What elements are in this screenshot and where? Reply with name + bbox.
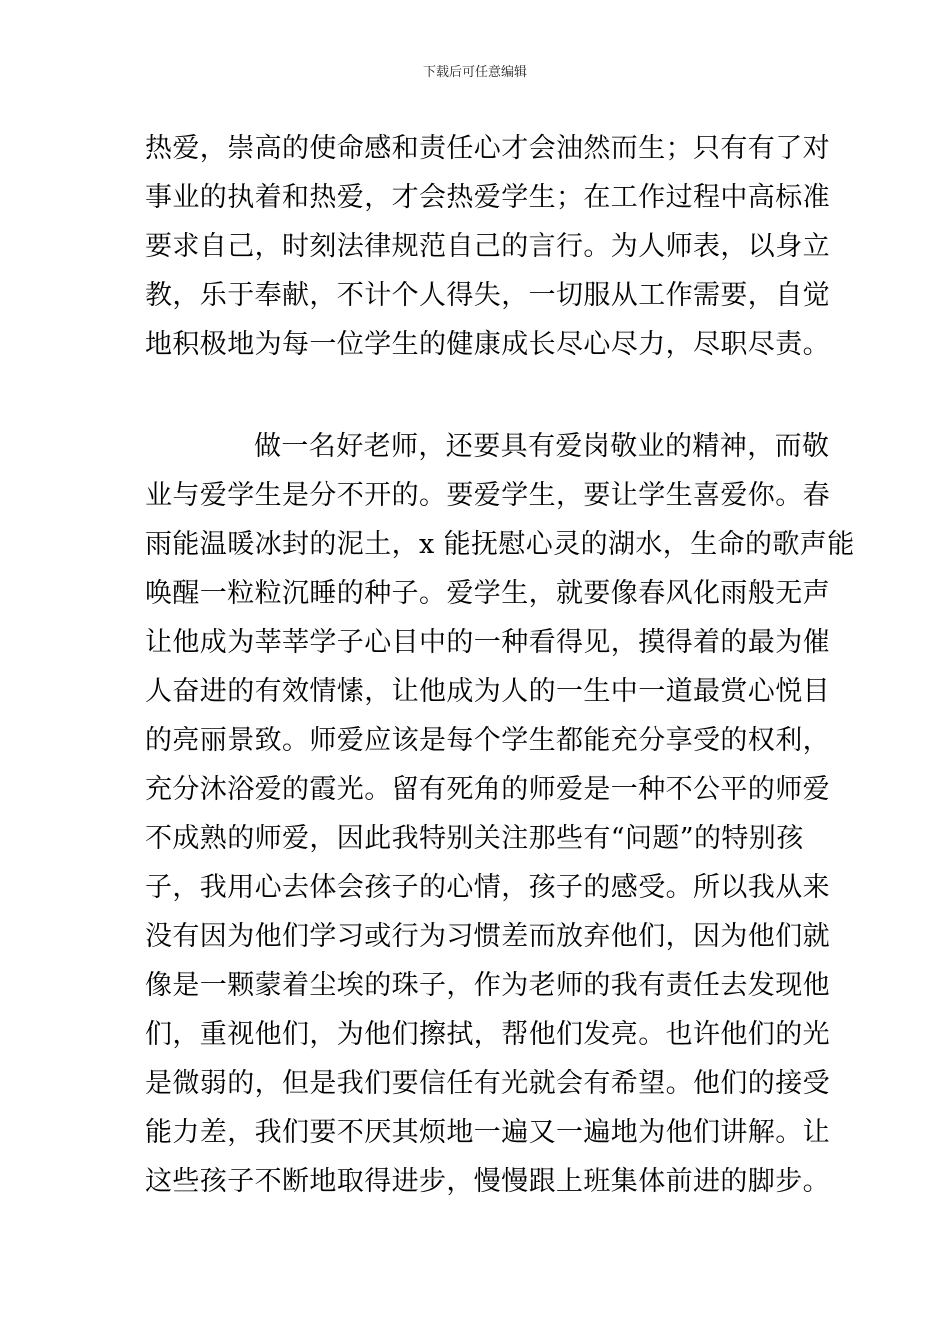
paragraph-2-line-7: 的亮丽景致。师爱应该是每个学生都能充分享受的权利，: [145, 725, 830, 756]
paragraph-1-line-1: 热爱，崇高的使命感和责任心才会油然而生；只有有了对: [145, 133, 830, 164]
paragraph-2-line-4: 唤醒一粒粒沉睡的种子。爱学生，就要像春风化雨般无声: [145, 578, 830, 609]
paragraph-2-line-10: 子，我用心去体会孩子的心情，孩子的感受。所以我从来: [145, 872, 830, 903]
paragraph-2-line-13: 们，重视他们，为他们擦拭，帮他们发亮。也许他们的光: [145, 1019, 830, 1050]
paragraph-1-line-2: 事业的执着和热爱，才会热爱学生；在工作过程中高标准: [145, 182, 830, 213]
paragraph-2-line-6: 人奋进的有效情愫，让他成为人的一生中一道最赏心悦目: [145, 676, 830, 707]
paragraph-2-line-3: 雨能温暖冰封的泥土，x 能抚慰心灵的湖水，生命的歌声能: [145, 529, 855, 560]
paragraph-2-line-11: 没有因为他们学习或行为习惯差而放弃他们，因为他们就: [145, 921, 830, 952]
paragraph-1-line-4: 教，乐于奉献，不计个人得失，一切服从工作需要，自觉: [145, 280, 830, 311]
paragraph-2-line-5: 让他成为莘莘学子心目中的一种看得见，摸得着的最为催: [145, 627, 830, 658]
paragraph-2-line-14: 是微弱的，但是我们要信任有光就会有希望。他们的接受: [145, 1068, 830, 1099]
page-header: 下载后可任意编辑: [422, 65, 527, 80]
paragraph-2-line-8: 充分沐浴爱的霞光。留有死角的师爱是一种不公平的师爱: [145, 774, 830, 805]
paragraph-1-line-5: 地积极地为每一位学生的健康成长尽心尽力，尽职尽责。: [145, 329, 830, 360]
paragraph-2-line-1: 做一名好老师，还要具有爱岗敬业的精神，而敬: [254, 431, 830, 462]
paragraph-2-line-15: 能力差，我们要不厌其烦地一遍又一遍地为他们讲解。让: [145, 1117, 830, 1148]
paragraph-1-line-3: 要求自己，时刻法律规范自己的言行。为人师表，以身立: [145, 231, 830, 262]
paragraph-2-line-16: 这些孩子不断地取得进步，慢慢跟上班集体前进的脚步。: [145, 1166, 830, 1197]
paragraph-2-line-9: 不成熟的师爱，因此我特别关注那些有“问题”的特别孩: [145, 823, 804, 854]
paragraph-2-line-12: 像是一颗蒙着尘埃的珠子，作为老师的我有责任去发现他: [145, 970, 830, 1001]
paragraph-2-line-2: 业与爱学生是分不开的。要爱学生，要让学生喜爱你。春: [145, 480, 830, 511]
